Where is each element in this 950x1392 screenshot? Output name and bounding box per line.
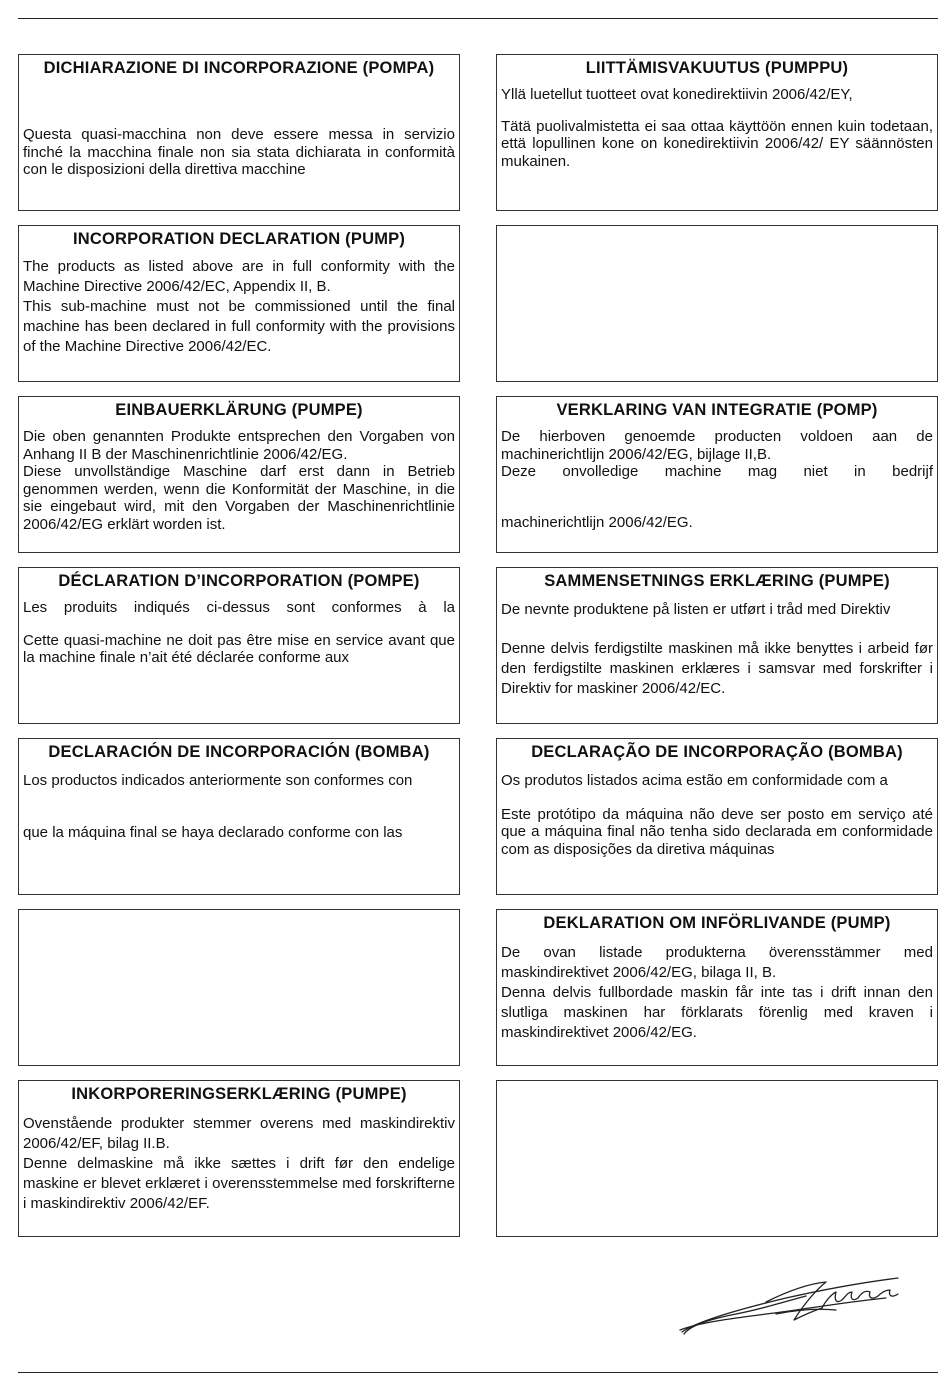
declaration-text: Diese unvollständige Maschine darf erst dann in Betrieb genommen werden, wenn die Konformität der Maschine, in die sie eingebaut wird, mit den Vorgaben der Maschinenrichtlinie 2006/42/EG erklärt worden ist.: [23, 463, 455, 533]
declaration-text: que la máquina final se haya declarado conforme con las: [23, 823, 403, 841]
declaration-text: De ovan listade produkterna överensstämmer med maskindirektivet 2006/42/EG, bilaga II, B.: [501, 944, 933, 981]
declaration-box-english: [18, 225, 460, 382]
declaration-title: DECLARACIÓN DE INCORPORACIÓN (BOMBA): [48, 743, 430, 761]
declaration-text: Tätä puolivalmistetta ei saa ottaa käyttöön ennen kuin todetaan, että lopullinen kone on konedirektiivin 2006/42/ EY säännösten mukainen.: [501, 117, 933, 170]
declaration-title: DÉCLARATION D’INCORPORATION (POMPE): [58, 572, 420, 590]
declaration-box-dutch: [496, 396, 938, 553]
declaration-title: DICHIARAZIONE DI INCORPORAZIONE (POMPA): [43, 59, 435, 77]
declaration-text: Denne delvis ferdigstilte maskinen må ikke benyttes i arbeid før den ferdigstilte maskinen erklæres i samsvar med forskrifter i Direktiv for maskiner 2006/42/EC.: [501, 639, 933, 697]
declaration-text: The products as listed above are in full conformity with the Machine Directive 2006/42/EC, Appendix II, B.: [23, 258, 455, 295]
declaration-text: Os produtos listados acima estão em conformidade com a: [501, 772, 888, 789]
declaration-title: INKORPORERINGSERKLÆRING (PUMPE): [71, 1085, 407, 1103]
empty-box: [496, 1080, 938, 1237]
declaration-text: De nevnte produktene på listen er utført i tråd med Direktiv: [501, 601, 891, 618]
declaration-text: Ovenstående produkter stemmer overens med maskindirektiv 2006/42/EF, bilag II.B.: [23, 1115, 455, 1152]
declaration-text: Les produits indiqués ci-dessus sont conformes à la: [23, 599, 455, 616]
signature: [676, 1270, 906, 1340]
top-rule: [18, 18, 938, 19]
declaration-text: Denne delmaskine må ikke sættes i drift før den endelige maskine er blevet erklæret i overensstemmelse med forskrifterne i maskindirektiv 2006/42/EF.: [23, 1155, 455, 1212]
declaration-box-german: [18, 396, 460, 553]
declaration-text: Questa quasi-macchina non deve essere messa in servizio finché la macchina finale non sia stata dichiarata in conformità con le disposizioni della direttiva macchine: [23, 126, 455, 178]
declaration-title: VERKLARING VAN INTEGRATIE (POMP): [556, 401, 878, 419]
declaration-title: DECLARAÇÃO DE INCORPORAÇÃO (BOMBA): [531, 743, 903, 761]
declaration-box-italian: [18, 54, 460, 211]
declaration-box-danish: [18, 1080, 460, 1237]
declaration-text: Este protótipo da máquina não deve ser posto em serviço até que a máquina final não tenha sido declarada em conformidade com as disposições da diretiva máquinas: [501, 805, 933, 858]
declaration-text: Deze onvolledige machine mag niet in bedrijf: [501, 463, 933, 480]
declaration-text: Cette quasi-machine ne doit pas être mise en service avant que la machine finale n’ait été déclarée conforme aux: [23, 631, 455, 666]
declaration-box-swedish: [496, 909, 938, 1066]
declaration-box-spanish: [18, 738, 460, 895]
declaration-text: Denna delvis fullbordade maskin får inte tas i drift innan den slutliga maskinen har förklarats förenlig med kraven i maskindirektivet 2006/42/EG.: [501, 984, 933, 1041]
declaration-text: This sub-machine must not be commissioned until the final machine has been declared in full conformity with the provisions of the Machine Directive 2006/42/EC.: [23, 298, 455, 355]
declaration-title: SAMMENSETNINGS ERKLÆRING (PUMPE): [544, 572, 890, 590]
declaration-title: DEKLARATION OM INFÖRLIVANDE (PUMP): [543, 914, 891, 932]
declaration-box-french: [18, 567, 460, 724]
declaration-text: machinerichtlijn 2006/42/EG.: [501, 513, 693, 531]
declaration-box-portuguese: [496, 738, 938, 895]
bottom-rule: [18, 1372, 938, 1373]
empty-box: [496, 225, 938, 382]
declaration-box-finnish: [496, 54, 938, 211]
declaration-text: Die oben genannten Produkte entsprechen den Vorgaben von Anhang II B der Maschinenrichtlinie 2006/42/EG.: [23, 428, 455, 463]
declaration-text: Los productos indicados anteriormente son conformes con: [23, 772, 413, 789]
declaration-text: De hierboven genoemde producten voldoen aan de machinerichtlijn 2006/42/EG, bijlage II,B.: [501, 428, 933, 463]
declaration-title: LIITTÄMISVAKUUTUS (PUMPPU): [585, 59, 849, 77]
declaration-title: EINBAUERKLÄRUNG (PUMPE): [115, 401, 363, 419]
empty-box: [18, 909, 460, 1066]
declaration-title: INCORPORATION DECLARATION (PUMP): [72, 230, 406, 248]
declaration-text: Yllä luetellut tuotteet ovat konedirektiivin 2006/42/EY,: [501, 86, 853, 103]
declaration-box-norwegian: [496, 567, 938, 724]
